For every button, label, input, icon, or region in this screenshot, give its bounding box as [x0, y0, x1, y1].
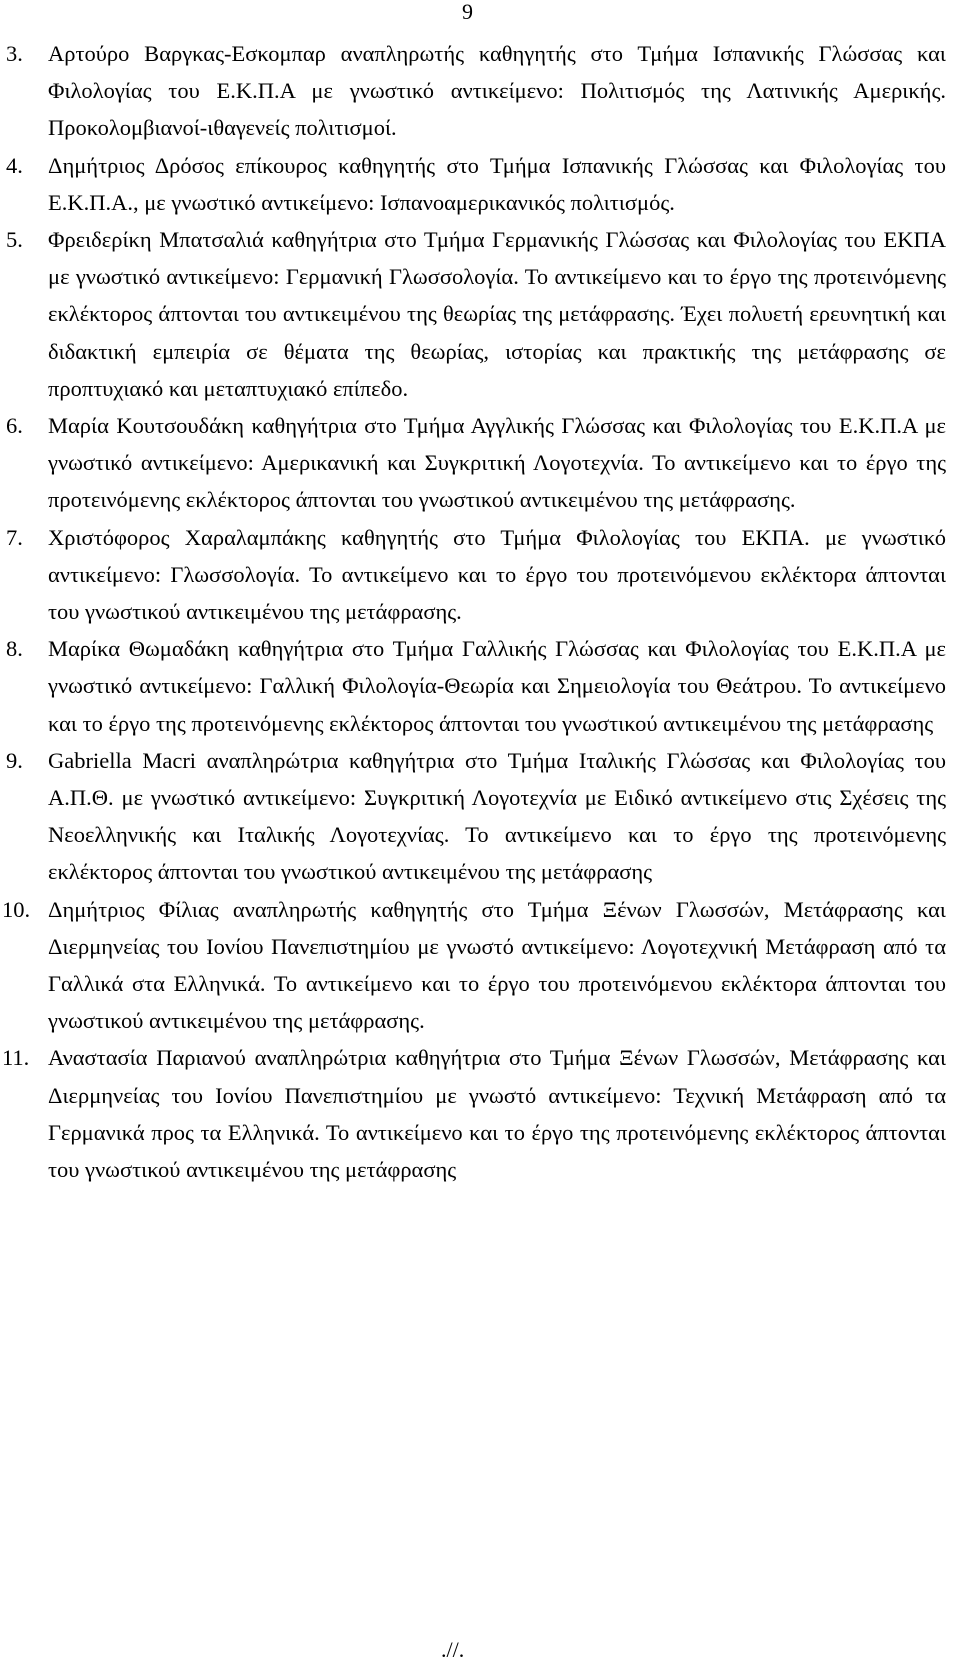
item-number: 6. — [6, 413, 23, 439]
item-text: Gabriella Macri αναπληρώτρια καθηγήτρια στο Τμήμα Ιταλικής Γλώσσας και Φιλολογίας του Α.Π.Θ. με γνωστικό αντικείμενο: Συγκριτική Λογοτεχνία με Ειδικό αντικείμενο στις Σχέσεις της Νεοελληνικής και Ιταλικής Λογοτεχνίας. Το αντικείμενο και το έργο της προτεινόμενης εκλέκτορος άπτονται του γνωστικού αντικειμένου της μετάφρασης — [48, 747, 946, 885]
item-number: 10. — [2, 896, 31, 922]
list-item — [0, 891, 960, 1040]
item-text: Μαρία Κουτσουδάκη καθηγήτρια στο Τμήμα Αγγλικής Γλώσσας και Φιλολογίας του Ε.Κ.Π.Α με γνωστικό αντικείμενο: Αμερικανική και Συγκριτική Λογοτεχνία. Το αντικείμενο και το έργο της προτεινόμενης εκλέκτορος άπτονται του γνωστικού αντικειμένου της μετάφρασης. — [48, 413, 946, 513]
item-text: Αρτούρο Βαργκας-Εσκομπαρ αναπληρωτής καθηγητής στο Τμήμα Ισπανικής Γλώσσας και Φιλολογίας του Ε.Κ.Π.Α με γνωστικό αντικείμενο: Πολιτισμός της Λατινικής Αμερικής. Προκολομβιανοί-ιθαγενείς πολιτισμοί. — [48, 41, 946, 141]
list-item — [0, 519, 960, 631]
item-number: 5. — [6, 227, 23, 253]
list-item — [0, 407, 960, 519]
item-number: 8. — [6, 636, 23, 662]
item-text: Χριστόφορος Χαραλαμπάκης καθηγητής στο Τμήμα Φιλολογίας του ΕΚΠΑ. με γνωστικό αντικείμενο: Γλωσσολογία. Το αντικείμενο και το έργο του προτεινόμενου εκλέκτορα άπτονται του γνωστικού αντικειμένου της μετάφρασης. — [48, 524, 946, 625]
page-number: 9 — [462, 0, 473, 24]
item-number: 11. — [2, 1045, 30, 1071]
list-item — [0, 221, 960, 407]
list-item — [0, 1039, 960, 1188]
list-item — [0, 630, 960, 742]
evaluator-list — [0, 35, 960, 1188]
list-item — [0, 35, 960, 147]
item-text: Αναστασία Παριανού αναπληρώτρια καθηγήτρια στο Τμήμα Ξένων Γλωσσών, Μετάφρασης και Διερμηνείας του Ιονίου Πανεπιστημίου με γνωστό αντικείμενο: Τεχνική Μετάφραση από τα Γερμανικά προς τα Ελληνικά. Το αντικείμενο και το έργο της προτεινόμενης εκλέκτορος άπτονται του γνωστικού αντικειμένου της μετάφρασης — [48, 1045, 946, 1183]
item-text: Δημήτριος Δρόσος επίκουρος καθηγητής στο Τμήμα Ισπανικής Γλώσσας και Φιλολογίας του Ε.Κ.Π.Α., με γνωστικό αντικείμενο: Ισπανοαμερικανικός πολιτισμός. — [48, 152, 946, 215]
item-text: Μαρίκα Θωμαδάκη καθηγήτρια στο Τμήμα Γαλλικής Γλώσσας και Φιλολογίας του Ε.Κ.Π.Α με γνωστικό αντικείμενο: Γαλλική Φιλολογία-Θεωρία και Σημειολογία του Θεάτρου. Το αντικείμενο και το έργο της προτεινόμενης εκλέκτορος άπτονται του γνωστικού αντικειμένου της μετάφρασης — [48, 636, 946, 736]
list-item — [0, 742, 960, 891]
item-number: 4. — [6, 152, 23, 178]
item-text: Φρειδερίκη Μπατσαλιά καθηγήτρια στο Τμήμα Γερμανικής Γλώσσας και Φιλολογίας του ΕΚΠΑ με γνωστικό αντικείμενο: Γερμανική Γλωσσολογία. Το αντικείμενο και το έργο της προτεινόμενης εκλέκτορος άπτονται του αντικειμένου της θεωρίας της μετάφρασης. Έχει πολυετή ερευνητική και διδακτική εμπειρία σε θέματα της θεωρίας, ιστορίας και πρακτικής της μετάφρασης σε προπτυχιακό και μεταπτυχιακό επίπεδο. — [48, 227, 946, 401]
item-number: 3. — [6, 41, 23, 66]
item-number: 9. — [6, 747, 23, 773]
item-text: Δημήτριος Φίλιας αναπληρωτής καθηγητής στο Τμήμα Ξένων Γλωσσών, Μετάφρασης και Διερμηνείας του Ιονίου Πανεπιστημίου με γνωστό αντικείμενο: Λογοτεχνική Μετάφραση από τα Γαλλικά στα Ελληνικά. Το αντικείμενο και το έργο του προτεινόμενου εκλέκτορα άπτονται του γνωστικού αντικειμένου της μετάφρασης. — [48, 896, 946, 1034]
list-item — [0, 147, 960, 221]
item-number: 7. — [6, 524, 23, 550]
end-mark: .//. — [441, 1637, 465, 1662]
